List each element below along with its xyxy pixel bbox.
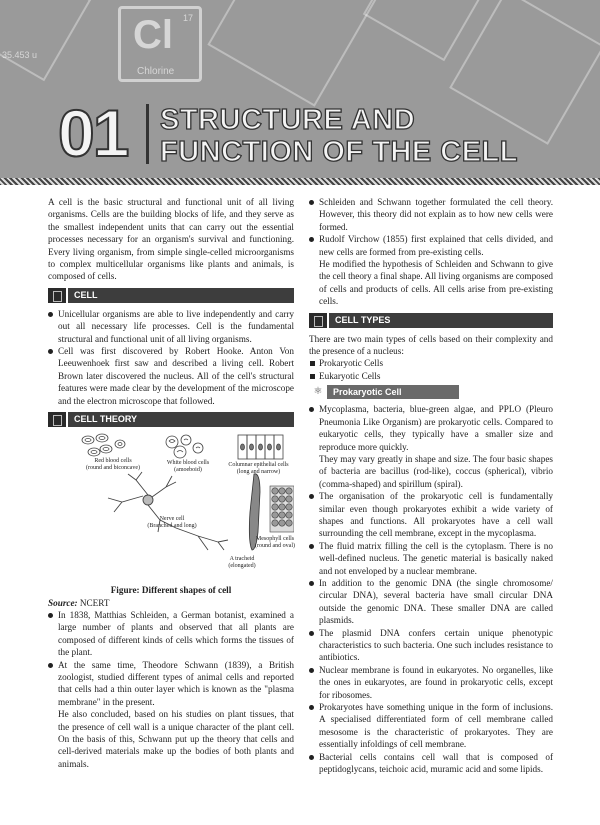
list-item: Prokaryotic Cells xyxy=(309,357,553,369)
subsection-heading-prokaryotic xyxy=(309,385,553,399)
list-item: Rudolf Virchow (1855) first explained that cells divided, and new cells are formed from pre-existing cells. xyxy=(309,233,553,258)
chapter-title-line2: FUNCTION OF THE CELL xyxy=(160,136,518,168)
section-heading-label: CELL TYPES xyxy=(329,313,553,328)
cell-types-list xyxy=(309,357,553,382)
element-number: 17 xyxy=(182,13,193,23)
element-tile xyxy=(118,6,202,82)
list-item: In 1838, Matthias Schleiden, a German botanist, examined a large number of plants and observed that all plants are composed of different kinds of cells which forms the tissues of the plant. xyxy=(48,609,294,659)
list-item: At the same time, Theodore Schwann (1839), a British zoologist, studied different types of animal cells and reported that cells had a thin outer layer which is known as the "plasma membrane" in the present. xyxy=(48,659,294,709)
mesophyll-illustration xyxy=(270,486,294,532)
chapter-header xyxy=(0,0,600,185)
title-divider xyxy=(146,104,149,164)
list-item: Mycoplasma, bacteria, blue-green algae, and PPLO (Pleuro Pneumonia Like Organism) are prokaryotic cells. Compared to eukaryotic cells, they typically have a smaller size and reproduce more quickly. xyxy=(309,403,553,453)
element-symbol: Cl xyxy=(133,13,173,57)
continuation-paragraph: He also concluded, based on his studies on plant tissues, that the presence of cell wall is a unique character of the plant cell. On the basis of this, Schwann put up the theory that cells and cell-derived materials make up the bodies of both plants and animals. xyxy=(58,709,294,769)
figure-caption: Figure: Different shapes of cell xyxy=(110,585,232,596)
list-item: In addition to the genomic DNA (the single chromosome/ circular DNA), several bacteria have small circular DNA outside the genomic DNA. These smaller DNA are called plasmids. xyxy=(309,577,553,627)
header-border xyxy=(0,178,600,185)
continuation-paragraph: They may vary greatly in shape and size. The four basic shapes of bacteria are bacillus (rod-like), coccus (spherical), vibrio (comma-shaped) and spirillum (spiral). xyxy=(319,453,553,489)
cell-types-intro: There are two main types of cells based on their complexity and the presence of a nucleus: xyxy=(309,333,553,357)
list-item: Eukaryotic Cells xyxy=(309,370,553,382)
label-tracheid: A tracheid (elongated) xyxy=(228,556,256,570)
element-mass: 35.453 u xyxy=(2,50,38,60)
right-column xyxy=(309,196,553,775)
list-item: Bacterial cells contains cell wall that is composed of peptidoglycans, teichoic acid, muramic acid and some lipids. xyxy=(309,751,553,776)
section-heading-cell-theory xyxy=(48,412,294,427)
atom-icon: ⚛ xyxy=(313,386,323,398)
cell-theory-bullets xyxy=(48,609,294,708)
element-name: Chlorine xyxy=(137,66,175,77)
chapter-number: 01 xyxy=(58,96,128,170)
nerve-cell-illustration xyxy=(108,472,228,550)
section-heading-cell-types xyxy=(309,313,553,328)
list-item: Schleiden and Schwann together formulated the cell theory. However, this theory did not explain as to how new cells were formed. xyxy=(309,196,553,233)
decorative-hexagon xyxy=(0,0,91,81)
prokaryotic-bullets-more xyxy=(309,490,553,775)
label-wbc: White blood cells (amoeboid) xyxy=(166,460,210,474)
list-item: Cell was first discovered by Robert Hooke. Anton Von Leeuwenhoek first saw and described a living cell. Robert Brown later discovered the nucleus. All of the cell's structural features were made clear by the development of the microscope and the electron microscope that followed. xyxy=(48,345,294,407)
list-item: The plasmid DNA confers certain unique phenotypic characteristics to such bacteria. One such includes resistance to antibiotics. xyxy=(309,627,553,664)
list-item: Prokaryotes have something unique in the form of inclusions. A specialised differentiated form of cell membrane called mesosome is the characteristic of prokaryotes. They are essentially infoldings of cell membrane. xyxy=(309,701,553,751)
decorative-hexagon xyxy=(207,0,376,107)
cell-theory-right-bullets xyxy=(309,196,553,258)
section-icon xyxy=(48,412,66,427)
list-item: The organisation of the prokaryotic cell is fundamentally similar even though prokaryotes exhibit a wide variety of shapes and functions. All prokaryotes have a cell wall surrounding the cell membrane, except in the mycoplasma. xyxy=(309,490,553,540)
list-item: Unicellular organisms are able to live independently and carry out all necessary life processes. Cell is the fundamental structural and functional unit of all living organisms. xyxy=(48,308,294,345)
label-nerve: Nerve cell (Branched and long) xyxy=(147,516,197,530)
cell-shapes-figure xyxy=(48,432,294,582)
list-item: The fluid matrix filling the cell is the cytoplasm. There is no well-defined nucleus. The genetic material is basically naked and not enveloped by a nuclear membrane. xyxy=(309,540,553,577)
intro-paragraph: A cell is the basic structural and functional unit of all living organisms. Cells are the building blocks of life, and they serve as the smallest independent units that can carry out the essential processes necessary for an organism's survival and functioning. Every living organism, from simple single-celled microorganisms to complex multicellular organisms like plants and animals, is composed of cells. xyxy=(48,197,294,282)
section-heading-label: CELL THEORY xyxy=(68,412,294,427)
subsection-heading-label: Prokaryotic Cell xyxy=(327,385,459,399)
figure-source xyxy=(48,597,294,609)
prokaryotic-bullets xyxy=(309,403,553,453)
chapter-title xyxy=(160,104,518,168)
label-mesophyll: Mesophyll cells (round and oval) xyxy=(255,536,295,550)
cell-bullets xyxy=(48,308,294,407)
source-label: Source: xyxy=(48,597,78,608)
wbc-illustration xyxy=(166,435,203,458)
source-value: NCERT xyxy=(77,597,110,608)
list-item: Nuclear membrane is found in eukaryotes. No organelles, like the ones in eukaryotes, are found in prokaryotic cells, except for ribosomes. xyxy=(309,664,553,701)
label-rbc: Red blood cells (round and biconcave) xyxy=(86,458,140,472)
left-column xyxy=(48,196,294,770)
rbc-illustration xyxy=(82,434,125,456)
section-heading-cell xyxy=(48,288,294,303)
columnar-illustration xyxy=(238,435,283,459)
section-icon xyxy=(309,313,327,328)
continuation-paragraph: He modified the hypothesis of Schleiden and Schwann to give the cell theory a final shape. All living organisms are composed of cells and products of cells. All cells arise from pre-existing cells. xyxy=(319,259,553,307)
section-heading-label: CELL xyxy=(68,288,294,303)
section-icon xyxy=(48,288,66,303)
label-columnar: Columnar epithelial cells (long and narrow) xyxy=(228,462,289,476)
chapter-title-line1: STRUCTURE AND xyxy=(160,104,416,136)
